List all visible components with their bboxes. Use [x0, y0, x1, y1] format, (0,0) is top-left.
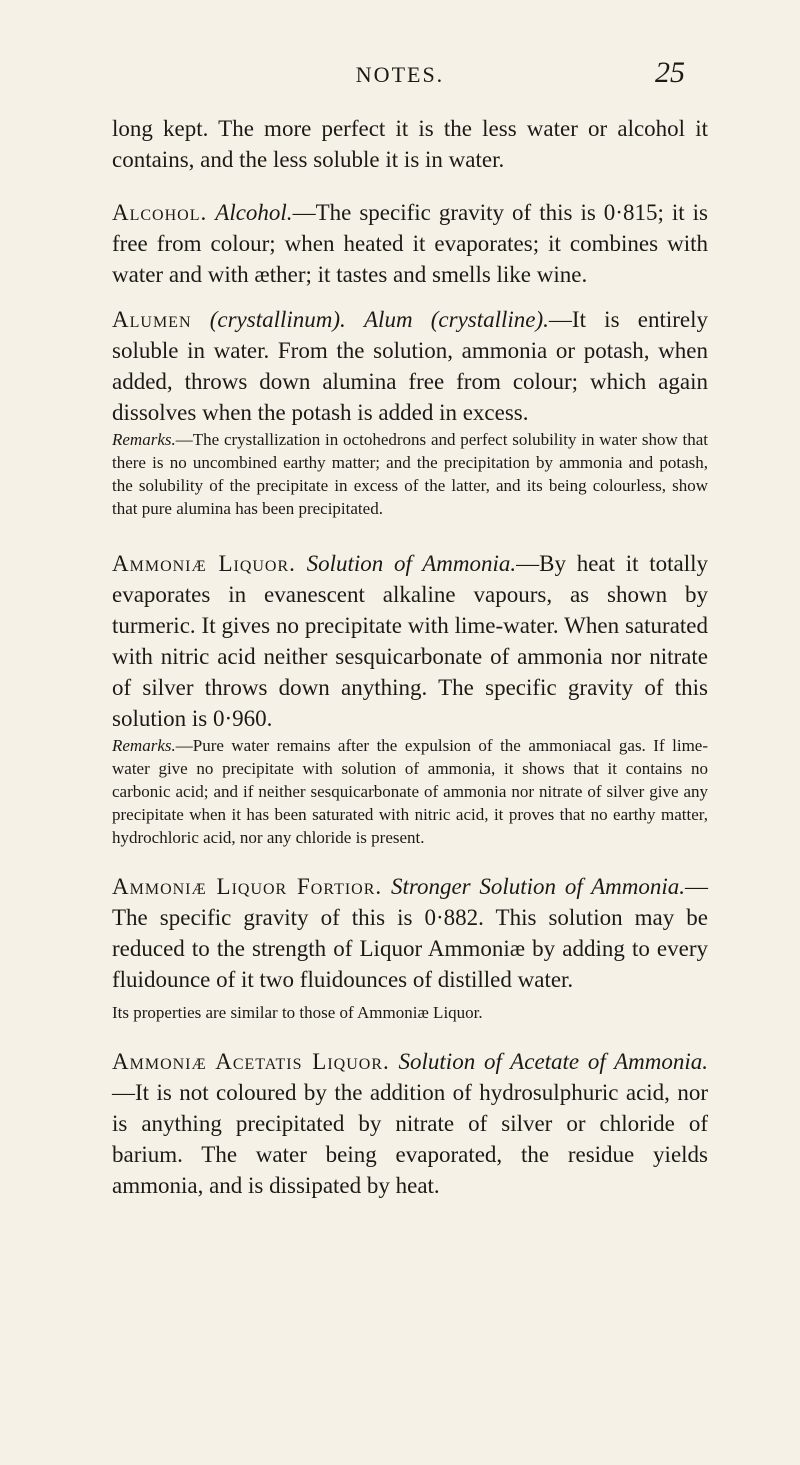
entry-translation: Alum (crystalline).	[364, 307, 549, 332]
entry-translation: Solution of Ammonia.	[306, 551, 517, 576]
remarks-alumen	[112, 428, 708, 520]
entry-ammoniae-liquor-fortior	[112, 871, 708, 995]
entry-heading: Alcohol.	[112, 200, 208, 225]
page-number: 25	[655, 56, 685, 89]
entry-heading: Alumen	[112, 307, 192, 332]
entry-body: —It is not coloured by the addition of hydrosulphuric acid, nor is anything precipitated by nitrate of silver or chloride of barium. The water being evaporated, the residue yields ammonia, and is dissipated by heat.	[112, 1080, 708, 1198]
remarks-label: Remarks.	[112, 430, 176, 449]
entry-ammoniae-acetatis-liquor	[112, 1046, 708, 1201]
entry-body: —The specific gravity of this is 0·882. This solution may be reduced to the strength of Liquor Ammoniæ by adding to every fluidounce of it two fluidounces of distilled water.	[112, 874, 709, 992]
entry-translation: Stronger Solution of Ammonia.	[390, 874, 686, 899]
entry-body: —It is entirely soluble in water. From the solution, ammonia or potash, when added, throws down alumina free from colour; which again dissolves when the potash is added in excess.	[112, 307, 708, 425]
entry-heading: Ammoniæ Liquor.	[112, 551, 296, 576]
page-body	[112, 113, 708, 1201]
continuation-paragraph: long kept. The more perfect it is the less water or alcohol it contains, and the less soluble it is in water.	[112, 116, 708, 172]
entry-alumen	[112, 304, 708, 428]
entry-alcohol	[112, 197, 708, 290]
remarks-label: Remarks.	[112, 736, 176, 755]
entry-heading: Ammoniæ Acetatis Liquor.	[112, 1049, 390, 1074]
entry-ammoniae-liquor	[112, 548, 708, 734]
page-header	[0, 56, 800, 98]
entry-body: —By heat it totally evaporates in evanescent alkaline vapours, as shown by turmeric. It gives no precipitate with lime-water. When saturated with nitric acid neither sesquicarbonate of ammonia nor nitrate of silver throws down anything. The specific gravity of this solution is 0·960.	[112, 551, 708, 731]
remarks-ammoniae-liquor	[112, 734, 708, 849]
running-head: NOTES.	[355, 62, 445, 87]
entry-translation: Alcohol.	[215, 200, 293, 225]
entry-body: —The specific gravity of this is 0·815; it is free from colour; when heated it evaporates; it combines with water and with æther; it tastes and smells like wine.	[112, 200, 708, 287]
entry-heading: Ammoniæ Liquor Fortior.	[112, 874, 383, 899]
entry-heading-paren: (crystallinum).	[209, 307, 346, 332]
remarks-text: —The crystallization in octohedrons and perfect solubility in water show that there is no uncombined earthy matter; and the precipitation by ammonia and potash, the solubility of the precipitate in excess of the latter, and its being colourless, show that pure alumina has been precipitated.	[112, 430, 708, 518]
remarks-text: —Pure water remains after the expulsion of the ammoniacal gas. If lime-water give no precipitate with solution of ammonia, it shows that it contains no carbonic acid; and if neither sesquicarbonate of ammonia nor nitrate of silver give any precipitate when it has been saturated with nitric acid, it proves that no earthy matter, hydrochloric acid, nor any chloride is present.	[112, 736, 708, 847]
note-ammoniae-liquor-fortior: Its properties are similar to those of Ammoniæ Liquor.	[112, 1003, 483, 1022]
entry-translation: Solution of Acetate of Ammonia.	[398, 1049, 709, 1074]
